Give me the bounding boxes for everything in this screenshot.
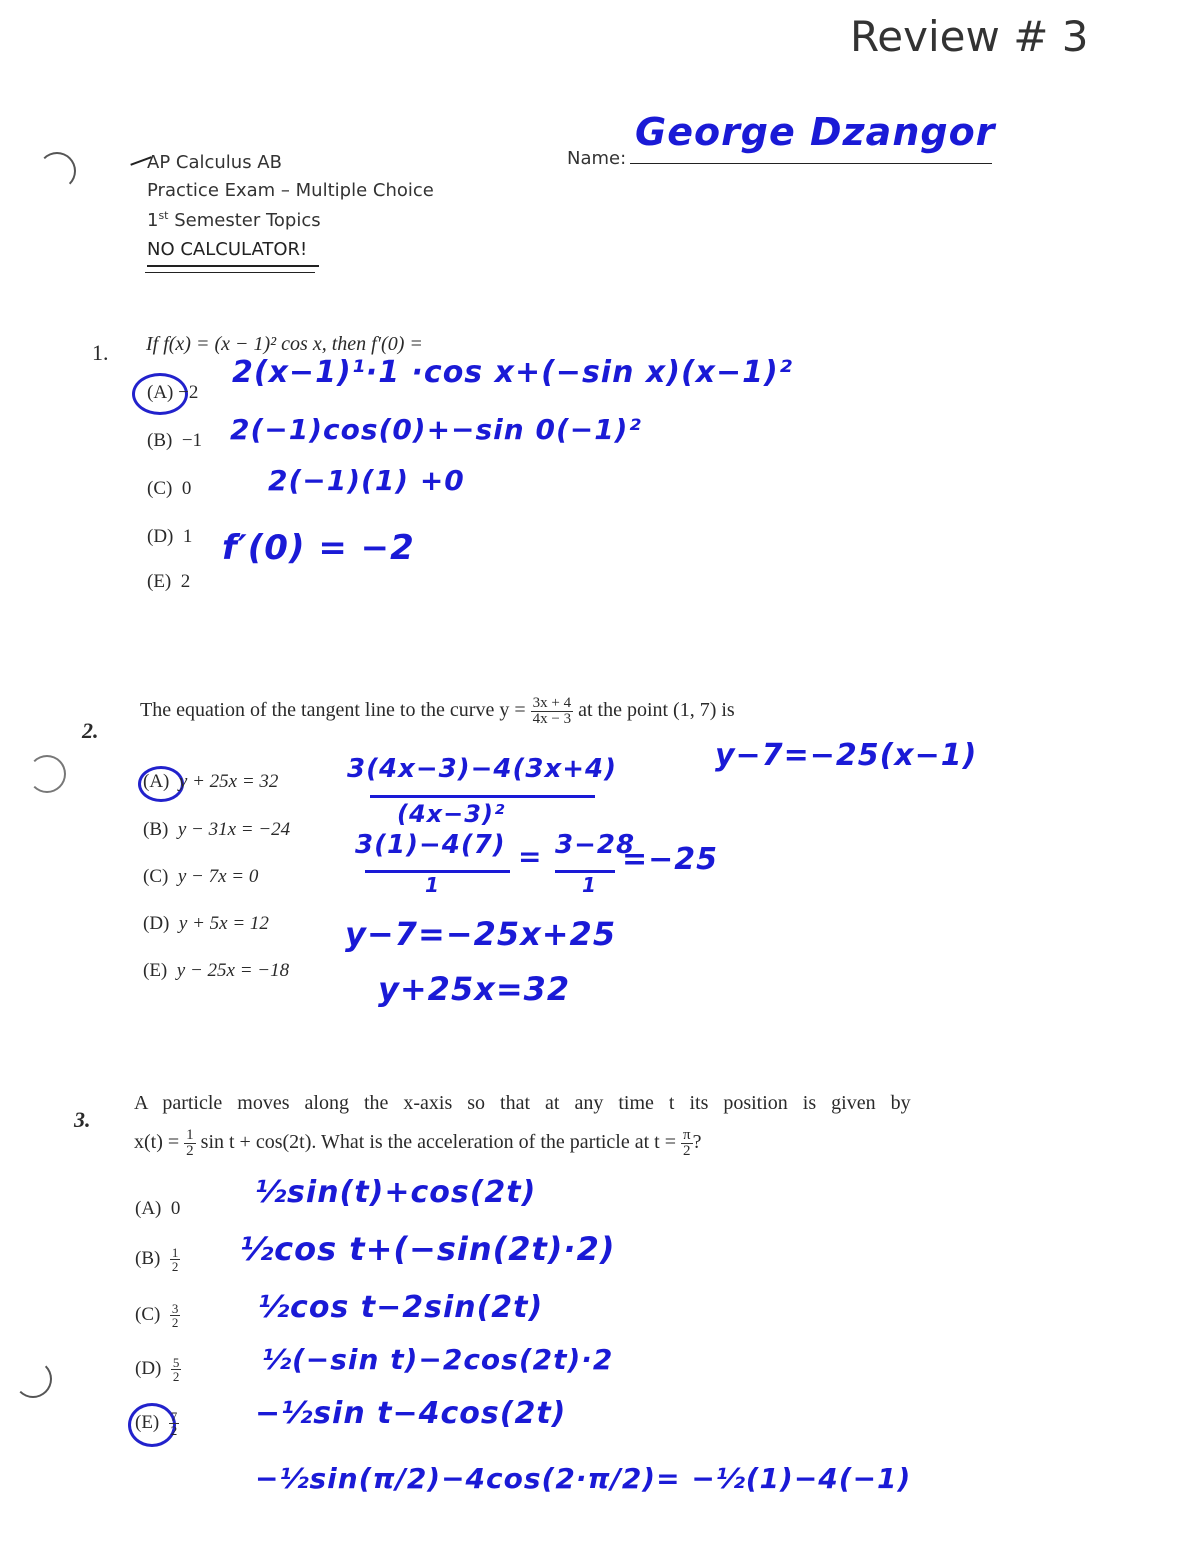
q3-choice-b[interactable]: (B) $\frac{1}{2}$ [135,1245,179,1274]
q2-choice-c[interactable]: (C) y − 7x = 0 [143,866,259,887]
q2-choice-d[interactable]: (D) y + 5x = 12 [143,913,269,934]
q3-choice-c[interactable]: (C) $\frac{3}{2}$ [135,1301,179,1330]
exam-title: Practice Exam – Multiple Choice [147,180,434,201]
margin-mark-2 [28,755,66,793]
q1-number: 1. [92,340,109,365]
semester-topics: 1st Semester Topics [147,209,321,231]
q1-choice-c[interactable]: (C) 0 [147,478,192,499]
student-name: George Dzangor [635,110,996,154]
q3-work-line-2: ½cos t+(−sin(2t)·2) [240,1230,616,1268]
q2-work-denominator: (4x−3)² [397,800,506,828]
q1-choice-d[interactable]: (D) 1 [147,526,193,547]
q2-choice-b[interactable]: (B) y − 31x = −24 [143,819,291,840]
q3-prompt-line-1: A particle moves along the x-axis so that at any time t its position is given by [134,1092,911,1114]
no-calculator-note: NO CALCULATOR! [147,239,308,260]
q2-prompt: The equation of the tangent line to the curve y = $\frac{3x + 4}{4x - 3}$ at the point (1, 7) is [140,695,735,727]
q2-work-eval-eq: = [518,840,543,873]
q1-work-line-2: 2(−1)cos(0)+−sin 0(−1)² [230,413,642,446]
name-underline [630,163,992,164]
q1-choice-b[interactable]: (B) −1 [147,430,203,451]
q1-choice-a[interactable]: (A) −2 [147,382,199,403]
q3-prompt-line-2: x(t) = $\frac{1}{2}$ sin t + cos(2t). What is the acceleration of the particle at t = $\frac{\pi}{2}$ ? [134,1127,702,1159]
q3-choice-a[interactable]: (A) 0 [135,1198,181,1219]
q3-work-line-6: −½sin(π/2)−4cos(2·π/2)= −½(1)−4(−1) [255,1462,912,1495]
q2-work-eval-num: 3(1)−4(7) [355,830,506,860]
q2-work-eval-result: =−25 [622,842,719,877]
q3-choice-d[interactable]: (D) $\frac{5}{2}$ [135,1355,180,1384]
margin-mark-3 [14,1360,52,1398]
q2-choice-a[interactable]: (A) y + 25x = 32 [143,771,279,792]
q1-prompt: If f(x) = (x − 1)² cos x, then f′(0) = [146,333,423,355]
q2-number: 2. [82,718,99,743]
q2-work-eval-num2: 3−28 [555,830,636,860]
q1-work-line-3: 2(−1)(1) +0 [268,464,465,497]
q3-work-line-3: ½cos t−2sin(2t) [258,1290,544,1325]
q2-work-answer: y−7=−25(x−1) [715,738,978,773]
q3-choice-e[interactable]: (E) $\frac{7}{2}$ [135,1409,178,1438]
q3-work-line-5: −½sin t−4cos(2t) [255,1396,567,1431]
q3-work-line-4: ½(−sin t)−2cos(2t)·2 [262,1343,614,1376]
q2-work-numerator: 3(4x−3)−4(3x+4) [347,754,617,784]
margin-mark-1 [38,152,76,190]
q2-work-eval-den-1: 1 [425,873,440,897]
review-label: Review # 3 [850,12,1089,61]
q1-choice-e[interactable]: (E) 2 [147,571,191,592]
no-calc-underline-2 [145,272,315,273]
course-title: AP Calculus AB [147,152,282,173]
q2-work-fraction-bar [370,795,595,798]
q2-choice-e[interactable]: (E) y − 25x = −18 [143,960,290,981]
q2-work-eval-den-2: 1 [582,873,597,897]
name-label: Name: [567,148,627,169]
q2-work-line-4: y+25x=32 [378,970,571,1008]
q2-work-line-3: y−7=−25x+25 [345,915,617,953]
q3-number: 3. [74,1107,91,1132]
q2-fraction: $\frac{3x + 4}{4x - 3}$ [532,695,572,727]
q3-work-line-1: ½sin(t)+cos(2t) [255,1175,537,1210]
q1-work-answer: f′(0) = −2 [222,528,415,568]
no-calc-underline-1 [147,265,319,267]
q1-work-line-1: 2(x−1)¹·1 ·cos x+(−sin x)(x−1)² [232,355,793,390]
